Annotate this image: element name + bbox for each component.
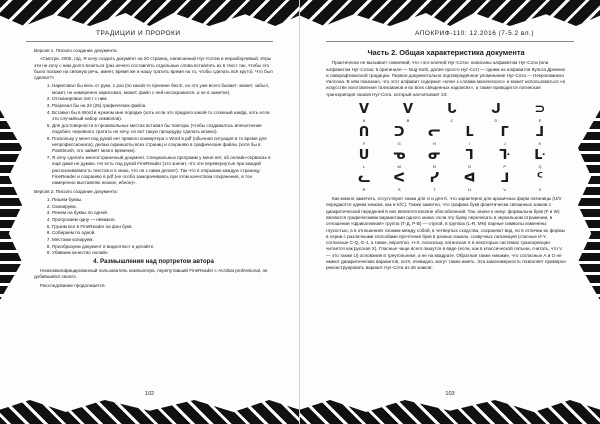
glyph-latin-letter: S xyxy=(397,187,401,193)
list-item: 3. Разрезал бы на 24 (25) графических файла. xyxy=(52,103,273,109)
glyph-symbol: ᒣ xyxy=(465,148,474,164)
glyph-alphabet-table xyxy=(356,102,548,192)
glyph-cell xyxy=(356,148,372,169)
list-item: 1. Пишем буквы. xyxy=(52,197,273,203)
glyph-latin-letter: O xyxy=(468,164,472,170)
running-head: АПОКРИФ-110: 12.2016 (7-5.2 вл.) xyxy=(326,30,574,42)
glyph-cell xyxy=(391,125,407,146)
glyph-cell xyxy=(532,148,548,169)
glyph-latin-letter: V xyxy=(503,187,507,193)
glyph-symbol: ᒐ xyxy=(447,102,457,118)
paragraph: «Смотри. 2005, год. Я хочу создать документ на 20 страниц, написанный Нуг-Сотом и неразборчивый. Игры эти не хочу с ним долго возиться (раз нечего составлять отдельные слова вставлять их в текст так, чтобы это было похоже на связную речь, имеет, время же и нашу тратить время на то, чтобы сделать всё круто). Что был сделал?» xyxy=(34,56,273,81)
list-item: 5. Для достоверности в произвольных местах вставил бы повторы (чтобы создавалось впечатление подобия, неровного тратить не хочу, но вот такую процедуру сделать можно). xyxy=(52,123,273,136)
glyph-symbol: ᐊ xyxy=(463,171,476,187)
glyph-symbol: ᑦ xyxy=(536,171,544,187)
glyph-latin-letter: R xyxy=(362,187,366,193)
glyph-cell xyxy=(497,171,513,192)
glyph-latin-letter: E xyxy=(538,118,542,124)
glyph-symbol: ᓀ xyxy=(392,148,406,164)
running-head: ТРАДИЦИИ И ПРОРОКИ xyxy=(26,30,273,42)
glyph-latin-letter: D xyxy=(494,118,498,124)
section-heading: 4. Размышления над портретом автора xyxy=(93,257,214,265)
glyph-cell xyxy=(532,102,548,123)
list-item: 6. Поскольку у меня под рукой нет прямого конвертера с Word в pdf (обычная ситуация в то время для непрофессионала), делаю скриншоты всех страниц и сохраняю в графические файлы (хотя бы в Paintbrush, это займёт много времени). xyxy=(52,136,273,155)
glyph-symbol: ⊃ xyxy=(534,102,546,118)
list-item: 1. Нарисовал бы весь от руки, 1 раз (по какой-то причине без Е, но это уже всего бывает: может, забыл, может, не намеренно нарисовал, может, файл с ней несохранился, а не в заметке). xyxy=(52,83,273,96)
glyph-cell xyxy=(426,171,442,192)
glyph-row xyxy=(356,148,548,169)
glyph-row xyxy=(356,102,548,123)
glyph-symbol: ᒍ xyxy=(491,102,501,118)
numbered-list xyxy=(34,83,273,186)
list-item: 7. Местами копируем. xyxy=(52,237,273,243)
paragraph: Низкоквалифицированный пользователь компьютера, перепутавший FineReader с Acrobat professional, не добившийся своего. xyxy=(34,267,268,280)
glyph-cell xyxy=(532,125,548,146)
glyph-cell xyxy=(488,102,504,123)
glyph-latin-letter: G xyxy=(397,141,401,147)
glyph-latin-letter: N xyxy=(432,164,436,170)
list-item: 4. Вставил бы в Word в нужном мне порядке (хоть если это придало какой-то сложный шифр, хоть если это случайный набор символов). xyxy=(52,110,273,123)
list-item: 2. Сканируем. xyxy=(52,204,273,210)
glyph-cell xyxy=(532,171,548,192)
bottom-ornament xyxy=(0,400,299,424)
side-ornament xyxy=(0,110,22,300)
glyph-symbol: ᑌ xyxy=(358,148,370,164)
glyph-symbol: ᓕ xyxy=(427,125,441,141)
glyph-latin-letter: U xyxy=(468,187,471,193)
paragraph: Как можно заметить, отсутствуют знаки для U и для K, что характерно для архаичных форм латиницы (U/V передаются одним знаком, как и K/C). Также заметно, что графика букв фонетически связанных знаков с диакритической передачей в них является вполне обособленной. Так, иначе к нему: формальна букв (F и W) являются графическими вариантами одного знака: если эту букву переписать в зеркальном отражении, в отношении «фрикативная» группа (Т-Д, Р-В) — глухой, в группах (L-R, MN) парные символы изменены глухостью, а в отношениях схожим между собой, в четвертых сходства, сохраняют вид, но в отличии их формы в серии с различными способами прочтения букв в разных языках, созвучных латиницей (гласные И-Y, согласные C-Q, G-J, а также, вероятно, H-X, поскольку латинская X в некоторых системах транскрипции читается как русская X). Гласные чаще всего пишутся в виде (если, как в классической латыни, считать, что V — это также U) основания в треугольнике, а не на квадрате. Обратная также никакие, что согласные А и O не имеют диакритических вариантов, хотя, очевидно, могут также иметь. Эта закономерность позволяет примерно реконструировать вариант Нуг-Сота из 26 знаков: xyxy=(326,196,566,271)
glyph-cell xyxy=(462,125,478,146)
list-item: 6. Собираем по одной. xyxy=(52,230,273,236)
glyph-latin-letter: H xyxy=(432,141,436,147)
glyph-cell xyxy=(497,125,513,146)
glyph-cell xyxy=(391,148,407,169)
glyph-cell xyxy=(400,102,416,123)
glyph-cell xyxy=(356,125,372,146)
glyph-symbol: ᐯ xyxy=(402,102,414,118)
chapter-heading: Часть 2. Общая характеристика документа xyxy=(367,48,525,57)
glyph-symbol: ᓚ xyxy=(357,171,371,187)
page-number: 103 xyxy=(445,391,455,397)
glyph-latin-letter: T xyxy=(433,187,436,193)
paragraph: Расследование продолжается. xyxy=(40,282,106,288)
list-item: 9. Убиваем качество онлайн. xyxy=(52,250,273,256)
bottom-ornament xyxy=(300,400,600,424)
glyph-latin-letter: K xyxy=(538,141,542,147)
right-page-content xyxy=(326,48,566,388)
glyph-latin-letter: Z xyxy=(538,187,542,193)
glyph-cell xyxy=(426,125,442,146)
glyph-cell xyxy=(391,171,407,192)
glyph-symbol: ᒷ xyxy=(534,148,546,164)
glyph-symbol: ᓂ xyxy=(427,148,441,164)
glyph-cell xyxy=(356,171,372,192)
glyph-row xyxy=(356,125,548,146)
list-item: 5. Грузим все в FineReader на фон букв. xyxy=(52,224,273,230)
glyph-cell xyxy=(462,171,478,192)
list-item: 4. Пропускаем одну — неважно. xyxy=(52,217,273,223)
list-item: 3. Режем на буквы по одной. xyxy=(52,210,273,216)
side-ornament xyxy=(578,110,600,300)
glyph-cell xyxy=(426,148,442,169)
glyph-symbol: ᑐ xyxy=(393,125,405,141)
glyph-symbol: ᒪ xyxy=(465,125,474,141)
glyph-latin-letter: B xyxy=(406,118,410,124)
glyph-cell xyxy=(497,148,513,169)
paragraph: Версия 2. Писало создание документа: xyxy=(34,188,118,194)
glyph-symbol: ᑎ xyxy=(358,125,370,141)
top-ornament xyxy=(0,0,299,26)
glyph-symbol: ᒥ xyxy=(500,125,509,141)
glyph-latin-letter: P xyxy=(503,164,507,170)
glyph-latin-letter: Q xyxy=(538,164,542,170)
glyph-latin-letter: A xyxy=(362,118,366,124)
glyph-latin-letter: I xyxy=(469,141,471,147)
glyph-latin-letter: J xyxy=(503,141,506,147)
numbered-list xyxy=(34,197,273,257)
paragraph: Версия 1. Писало создание документа. xyxy=(34,48,118,53)
glyph-latin-letter: L xyxy=(362,164,366,170)
glyph-cell xyxy=(356,102,372,123)
left-page-content xyxy=(34,48,273,388)
list-item: 7. Я хочу сделать многостраничный документ. Специальных программ у меня нет, об онлайн-сервисах я ещё даже не думаю. Но есть под рукой FineReader (это значит, что эти перевернутые при каждой распознаваемость текстов и я знаю, что он с ними делает). Так что я открываю каждую страницу FineReader и сохраняю в pdf (не особо заморачиваясь при этом качеством сохранения, а тон намеренно выставляю низкое, ибнон)». xyxy=(52,155,273,186)
glyph-symbol: ᒧ xyxy=(535,125,545,141)
glyph-row xyxy=(356,171,548,192)
right-page xyxy=(300,0,600,424)
list-item: 8. Преобразуем документ в видеотекст и делайте. xyxy=(52,244,273,250)
glyph-cell xyxy=(444,102,460,123)
glyph-latin-letter: F xyxy=(362,141,366,147)
glyph-cell xyxy=(462,148,478,169)
glyph-symbol: ᓯ xyxy=(429,171,440,187)
glyph-latin-letter: M xyxy=(397,164,401,170)
paragraph: Практически не вызывает сомнений, что «это ключей Нуг-Сота» написаны алфавитом Нуг-Сота (или алфавитом Нуг-Сотах; в оригинале — Nug-Soth, далее просто Нуг-Сот) — одним из алфавитов Культа Древних и лавкрафтианской традиции. Первое документально подтверждённое упоминание Нуг-Сота — Некрономикон Уилсона. В нём показано, что этот алфавит содержит «ключ к словам магического» и может использоваться «в искусстве изготовления талисманов и во всех священных надписях», а также приводится латинская транскрипция знаков Нуг-Сота, который насчитывает 24: xyxy=(326,60,566,97)
glyph-symbol: ⅃ xyxy=(500,171,509,187)
glyph-symbol: ᒭ xyxy=(499,148,511,164)
page-number: 102 xyxy=(144,391,155,397)
glyph-symbol: ᐸ xyxy=(393,171,405,187)
list-item: 2. Отсканировал лист с ним. xyxy=(52,96,273,102)
glyph-latin-letter: C xyxy=(450,118,454,124)
top-ornament xyxy=(300,0,600,26)
glyph-symbol: ᐯ xyxy=(358,102,370,118)
